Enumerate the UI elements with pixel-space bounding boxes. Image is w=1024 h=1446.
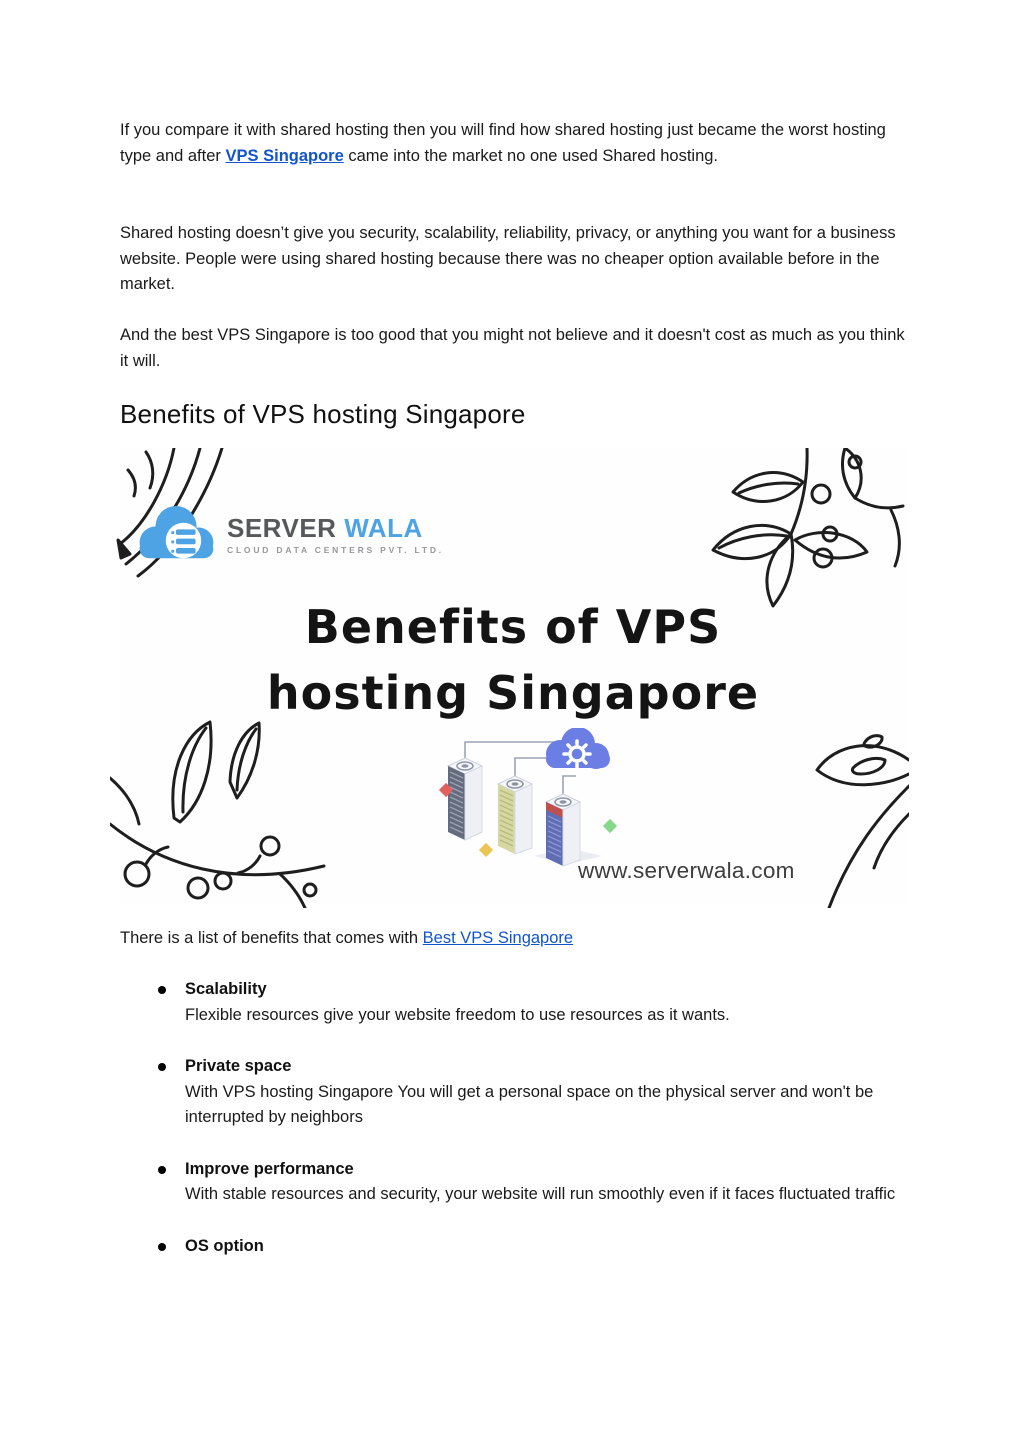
leaf-decoration-bottom-right-icon [809, 716, 909, 908]
website-url: www.serverwala.com [578, 858, 795, 883]
list-item-scalability [157, 977, 917, 1028]
paragraph-2: Shared hosting doesn’t give you security, scalability, reliability, privacy, or anything you want for a business website. People were using shared hosting because there was no cheaper option available before in the market. [120, 224, 896, 293]
leaf-decoration-bottom-left-icon [110, 716, 326, 908]
banner-title-line1: Benefits of VPS [304, 600, 722, 654]
benefit-description: Flexible resources give your website freedom to use resources as it wants. [185, 1005, 730, 1024]
server-tower-icon [498, 776, 532, 854]
benefit-description: With stable resources and security, your website will run smoothly even if it faces fluctuated traffic [185, 1185, 896, 1203]
banner-title [120, 594, 906, 726]
diamond-yellow-icon [479, 843, 493, 857]
paragraph-1-text-before: If you compare it with shared hosting then you will find how shared hosting just became the worst hosting type and after [120, 121, 886, 165]
list-item-private-space [157, 1054, 917, 1131]
cloud-logo-icon [134, 502, 218, 566]
vps-singapore-link[interactable]: VPS Singapore [225, 146, 344, 165]
diamond-green-icon [603, 819, 617, 833]
logo-text [227, 514, 444, 555]
banner-image [120, 448, 906, 906]
benefits-list [157, 977, 917, 1285]
benefits-intro-text: There is a list of benefits that comes with [120, 929, 423, 947]
server-cloud-illustration [438, 728, 633, 868]
benefit-title: Scalability [185, 980, 267, 998]
section-heading: Benefits of VPS hosting Singapore [120, 399, 526, 429]
paragraph-3: And the best VPS Singapore is too good that you might not believe and it doesn't cost as much as you think it will. [120, 326, 905, 370]
logo-name: SERVER WALA [227, 512, 423, 543]
list-item-os-option [157, 1234, 917, 1260]
leaf-decoration-top-right-icon [695, 448, 909, 608]
paragraph-1 [120, 118, 908, 169]
banner-title-line2: hosting Singapore [266, 666, 760, 720]
benefit-title: Improve performance [185, 1159, 354, 1178]
best-vps-singapore-link[interactable]: Best VPS Singapore [422, 929, 574, 947]
serverwala-logo [134, 502, 444, 566]
benefit-title: Private space [185, 1057, 292, 1075]
logo-subtitle: CLOUD DATA CENTERS PVT. LTD. [227, 544, 444, 555]
server-tower-icon [546, 794, 580, 866]
list-item-improve-performance [157, 1157, 917, 1208]
server-tower-icon [448, 758, 482, 840]
paragraph-1-text-after: came into the market no one used Shared hosting. [343, 146, 719, 165]
benefit-description: With VPS hosting Singapore You will get a personal space on the physical server and won't be interrupted by neighbors [185, 1082, 874, 1126]
benefits-intro [120, 926, 573, 952]
cloud-gear-icon [546, 728, 610, 769]
benefit-title: OS option [185, 1236, 264, 1255]
